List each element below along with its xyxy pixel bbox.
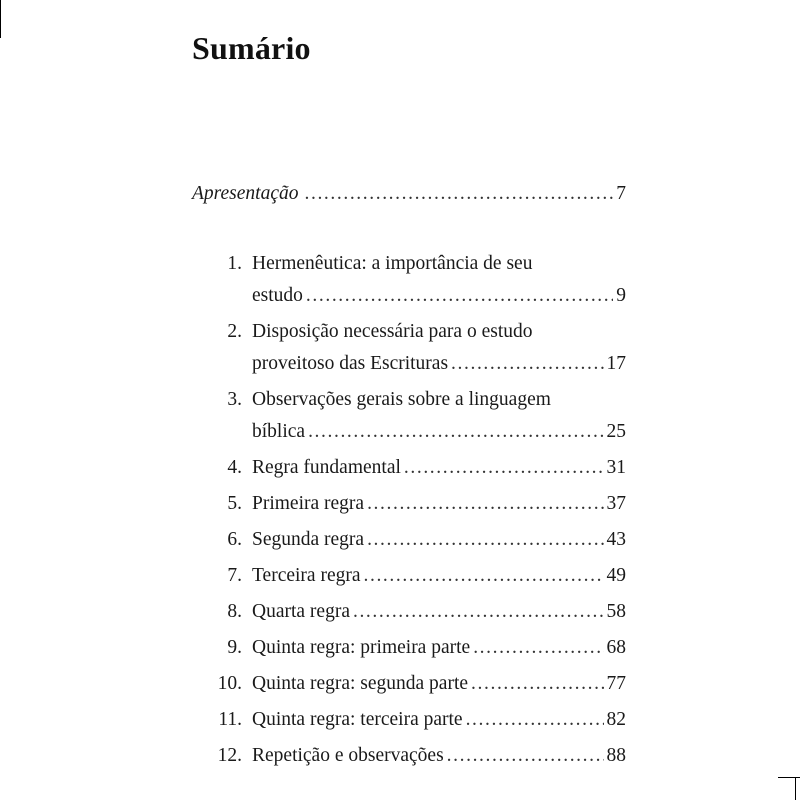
toc-chapter-number: 4. (227, 457, 242, 478)
toc-entry-first-line (192, 248, 626, 280)
toc-entry-body (242, 348, 626, 380)
toc-page-number: 9 (616, 285, 626, 306)
toc-entry-body (242, 488, 626, 520)
dot-leader (308, 416, 603, 448)
toc-entry-chapter-6[interactable] (192, 524, 626, 556)
toc-entry-label: Quinta regra: segunda parte (252, 673, 469, 694)
page-title: Sumário (192, 30, 311, 66)
toc-entry-body (242, 316, 626, 348)
crop-mark-bottom-right-vertical (795, 778, 796, 800)
toc-entry-label: Apresentação (192, 183, 299, 204)
toc-entry-last-line (192, 560, 626, 592)
toc-chapter-number: 8. (227, 601, 242, 622)
toc-entry-body (242, 740, 626, 772)
toc-entry-first-line (192, 384, 626, 416)
crop-mark-bottom-right-horizontal (778, 777, 800, 778)
toc-page-number: 31 (606, 457, 626, 478)
toc-page-number: 37 (606, 493, 626, 514)
toc-chapter-number: 5. (227, 493, 242, 514)
toc-entry-label: Segunda regra (252, 529, 365, 550)
toc-entry-chapter-10[interactable] (192, 668, 626, 700)
toc-entry-body (242, 248, 626, 280)
toc-entry-label: Terceira regra (252, 565, 361, 586)
toc-page-number: 49 (606, 565, 626, 586)
toc-page-number: 17 (606, 353, 626, 374)
toc-entry-chapter-8[interactable] (192, 596, 626, 628)
toc-entry-label: Quarta regra (252, 601, 350, 622)
toc-entry-body (242, 280, 626, 312)
toc-entry-body (242, 704, 626, 736)
toc-entry-last-line (192, 704, 626, 736)
toc-entry-last-line (192, 632, 626, 664)
dot-leader (367, 524, 603, 556)
toc-entry-chapter-11[interactable] (192, 704, 626, 736)
toc-entry-label: Quinta regra: terceira parte (252, 709, 463, 730)
toc-entry-last-line (192, 348, 626, 380)
toc-entry-label-line1: Disposição necessária para o estudo (252, 321, 533, 342)
dot-leader (447, 740, 604, 772)
toc-entry-label: Regra fundamental (252, 457, 401, 478)
toc-entry-label: proveitoso das Escrituras (252, 353, 449, 374)
toc-entry-body (242, 668, 626, 700)
toc-entry-chapter-5[interactable] (192, 488, 626, 520)
toc-entry-last-line (192, 280, 626, 312)
toc-entry-chapter-3[interactable] (192, 384, 626, 448)
toc-chapter-number: 6. (227, 529, 242, 550)
toc-spacer (192, 210, 626, 248)
toc-chapter-number: 7. (227, 565, 242, 586)
toc-entry-body (192, 178, 626, 210)
dot-leader (471, 668, 603, 700)
toc-entry-label-line1: Observações gerais sobre a linguagem (252, 389, 551, 410)
toc-entry-last-line (192, 524, 626, 556)
toc-entry-chapter-9[interactable] (192, 632, 626, 664)
toc-entry-last-line (192, 596, 626, 628)
toc-entry-body (242, 560, 626, 592)
toc-entry-chapter-2[interactable] (192, 316, 626, 380)
toc-entry-chapter-12[interactable] (192, 740, 626, 772)
toc-entry-last-line (192, 740, 626, 772)
toc-page-number: 77 (606, 673, 626, 694)
toc-entry-label: Repetição e observações (252, 745, 444, 766)
toc-page-number: 7 (616, 183, 626, 204)
toc-entry-label: bíblica (252, 421, 306, 442)
dot-leader (367, 488, 603, 520)
dot-leader (305, 178, 614, 210)
toc-entry-last-line (192, 488, 626, 520)
toc-entry-label: estudo (252, 285, 303, 306)
toc-entry-label-line1: Hermenêutica: a importância de seu (252, 253, 533, 274)
toc-chapter-number: 2. (227, 321, 242, 342)
toc-entry-last-line (192, 668, 626, 700)
dot-leader (404, 452, 604, 484)
toc-entry-label: Primeira regra (252, 493, 365, 514)
toc-chapter-number: 3. (227, 389, 242, 410)
toc-chapter-number: 9. (227, 637, 242, 658)
toc-chapter-number: 10. (217, 673, 242, 694)
toc-entry-label: Quinta regra: primeira parte (252, 637, 471, 658)
dot-leader (473, 632, 603, 664)
dot-leader (306, 280, 613, 312)
toc-chapter-list (192, 248, 626, 772)
toc-entry-body (242, 416, 626, 448)
toc-chapter-number: 12. (217, 745, 242, 766)
toc-entry-body (242, 452, 626, 484)
toc-page-number: 25 (606, 421, 626, 442)
toc-page-number: 88 (606, 745, 626, 766)
toc-chapter-number: 11. (218, 709, 242, 730)
toc-entry-body (242, 632, 626, 664)
toc-chapter-number: 1. (227, 253, 242, 274)
toc-page-number: 68 (606, 637, 626, 658)
toc-entry-last-line (192, 416, 626, 448)
toc-page-number: 82 (606, 709, 626, 730)
dot-leader (466, 704, 604, 736)
toc-entry-body (242, 524, 626, 556)
toc-entry-last-line (192, 452, 626, 484)
crop-mark-top-left (0, 0, 1, 38)
toc-entry-body (242, 596, 626, 628)
toc-page-number: 58 (606, 601, 626, 622)
dot-leader (353, 596, 604, 628)
toc-entry-chapter-7[interactable] (192, 560, 626, 592)
toc-entry-chapter-4[interactable] (192, 452, 626, 484)
dot-leader (451, 348, 603, 380)
table-of-contents (192, 178, 626, 776)
toc-entry-body (242, 384, 626, 416)
toc-page-number: 43 (606, 529, 626, 550)
toc-entry-chapter-1[interactable] (192, 248, 626, 312)
toc-entry-apresentacao[interactable] (192, 178, 626, 210)
toc-entry-first-line (192, 316, 626, 348)
dot-leader (364, 560, 604, 592)
